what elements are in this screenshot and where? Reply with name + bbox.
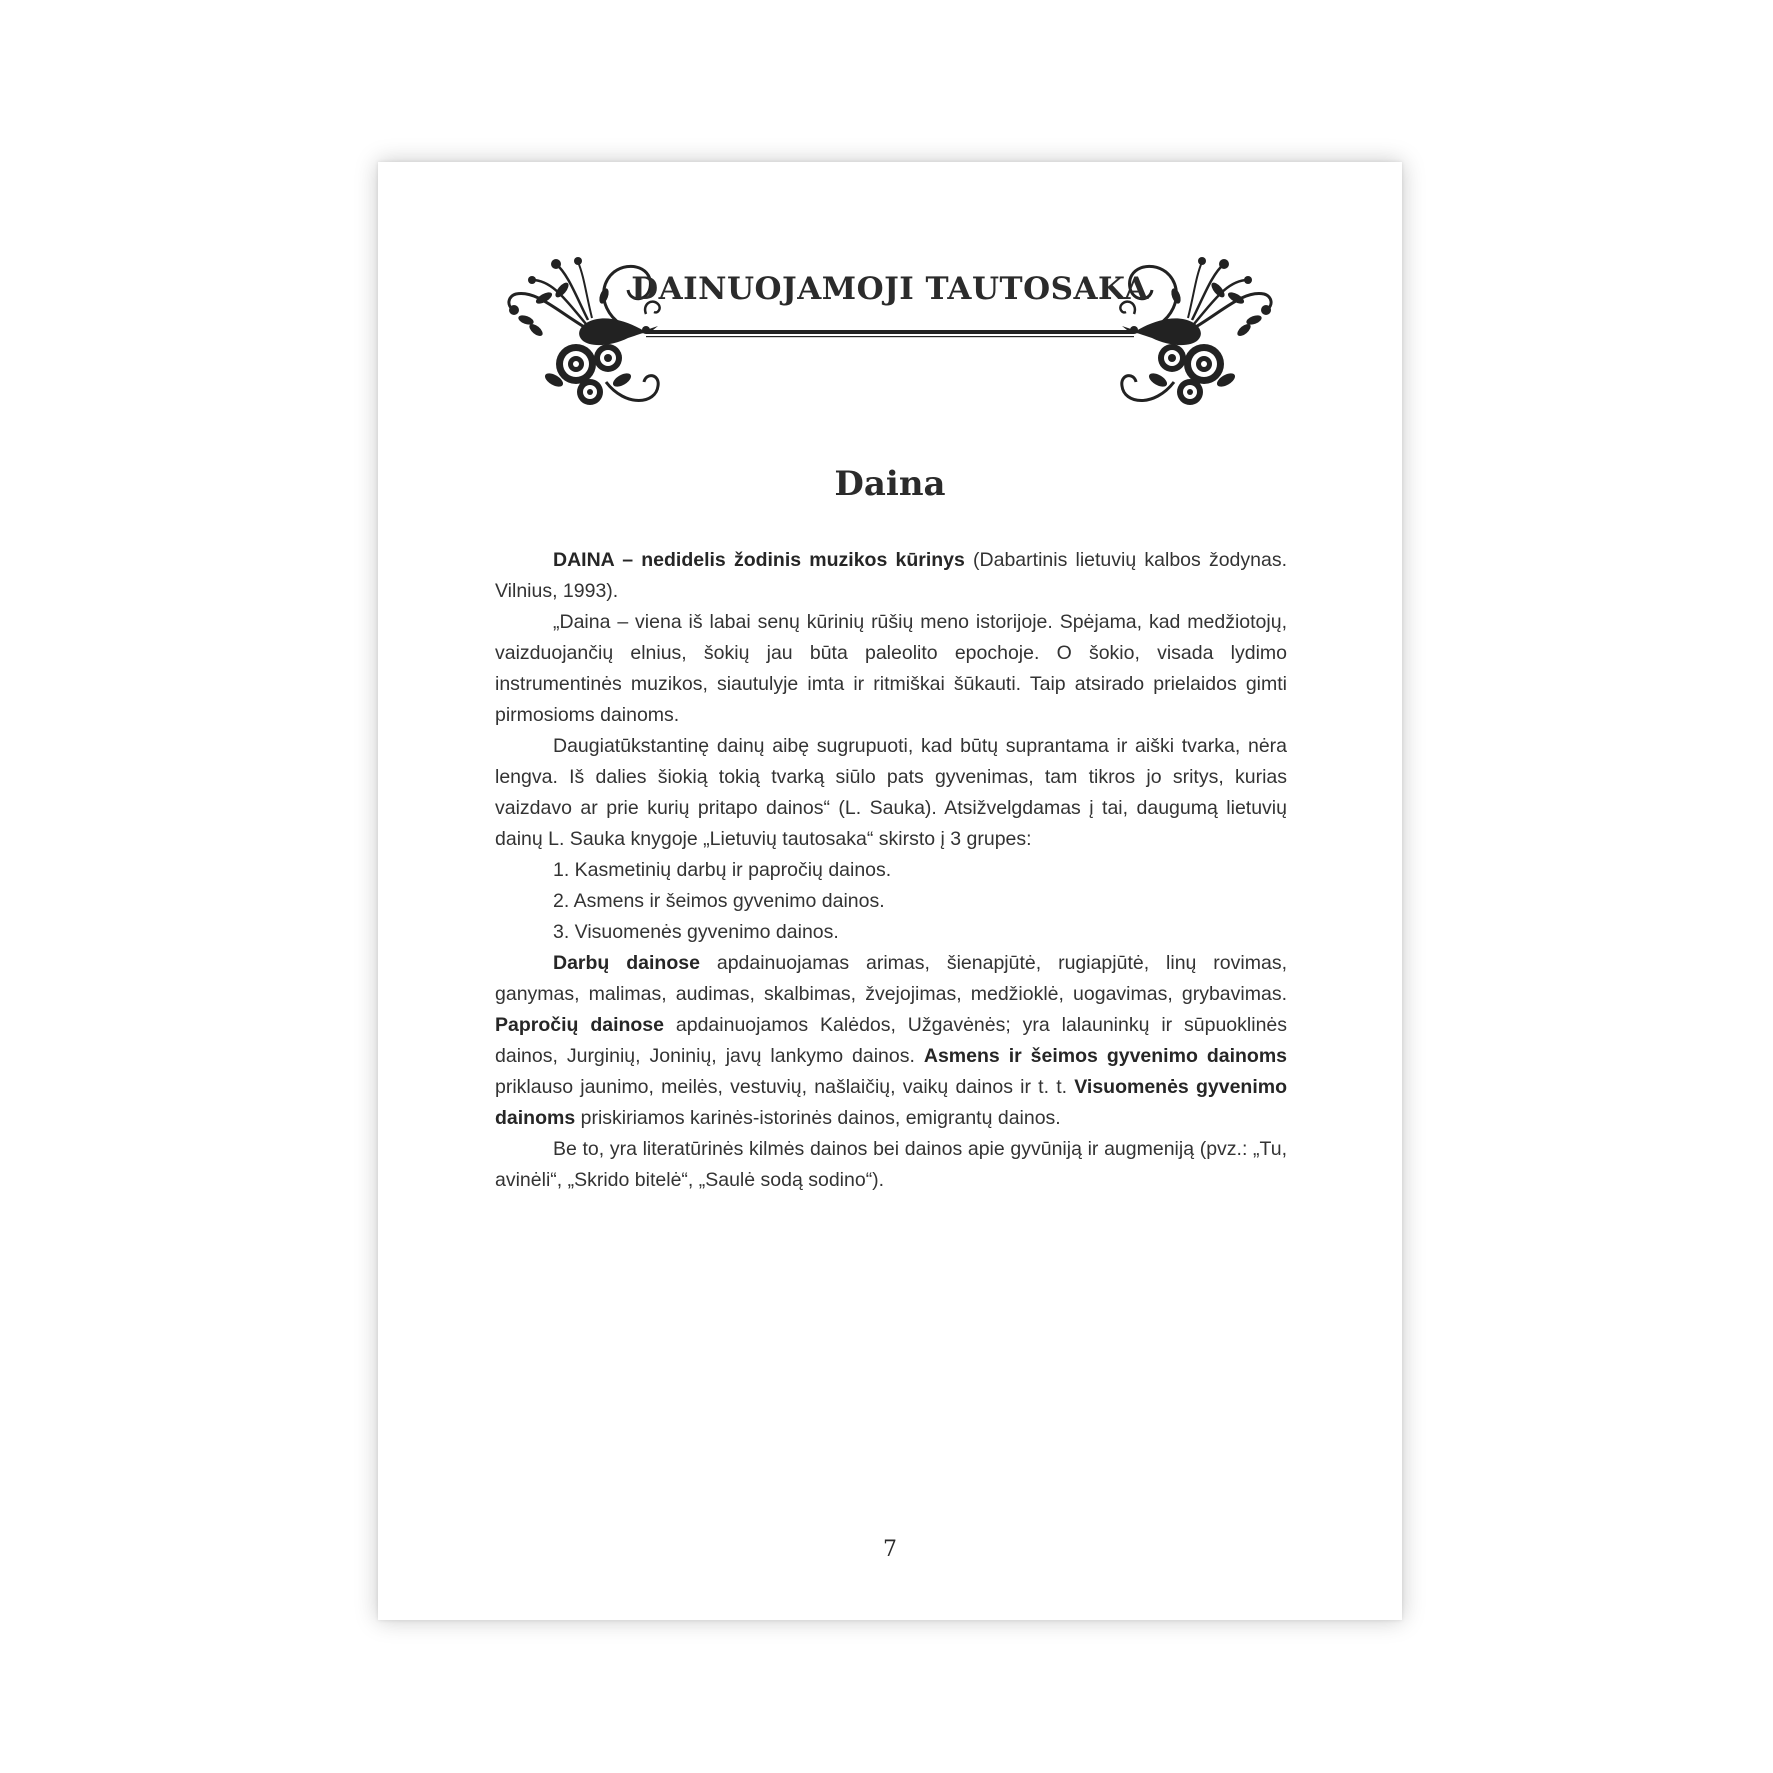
body-text: [495, 545, 1287, 1196]
page-number: 7: [883, 1537, 897, 1562]
definition-term: DAINA – nedidelis žodinis muzikos kūrinys: [553, 549, 965, 571]
list-item: 2. Asmens ir šeimos gyvenimo dainos.: [553, 890, 885, 912]
book-page: [378, 162, 1402, 1620]
list-item: 1. Kasmetinių darbų ir papročių dainos.: [553, 859, 892, 881]
paragraph-definition: DAINA – nedidelis žodinis muzikos kūrinys (Dabartinis lietuvių kalbos žodynas. Vilnius, 1993).: [495, 549, 1287, 602]
header-banner: [496, 250, 1284, 410]
paragraph-quote-start: „Daina – viena iš labai senų kūrinių rūšių meno istorijoje. Spėjama, kad medžiotojų, vaizduojančių elnius, šokių jau būta paleolito epochoje. O šokio, visada lydimo instrumentinės muzikos, siautulyje imta ir ritmiškai šūkauti. Taip atsirado prielaidos gimti pirmosioms dainoms.: [495, 611, 1287, 726]
paragraph-song-types: Darbų dainose apdainuojamas arimas, šienapjūtė, rugiapjūtė, linų rovimas, ganymas, malimas, audimas, skalbimas, žvejojimas, medžioklė, uogavimas, grybavimas. Papročių dainose apdainuojamos Kalėdos, Užgavėnės; yra lalauninkų ir sūpuoklinės dainos, Jurginių, Joninių, javų lankymo dainos. Asmens ir šeimos gyvenimo dainoms priklauso jaunimo, meilės, vestuvių, našlaičių, vaikų dainos ir t. t. Visuomenės gyvenimo dainoms priskiriamos karinės-istorinės dainos, emigrantų dainos.: [495, 952, 1288, 1129]
section-heading: Daina: [834, 464, 946, 504]
paragraph-grouping: Daugiatūkstantinę dainų aibę sugrupuoti, kad būtų suprantama ir aiški tvarka, nėra lengva. Iš dalies šiokią tokią tvarką siūlo pats gyvenimas, tam tikros jo sritys, kurias vaizdavo ar prie kurių pritapo dainos“ (L. Sauka). Atsižvelgdamas į tai, daugumą lietuvių dainų L. Sauka knygoje „Lietuvių tautosaka“ skirsto į 3 grupes:: [495, 735, 1287, 850]
list-item: 3. Visuomenės gyvenimo dainos.: [553, 921, 839, 943]
chapter-title: DAINUOJAMOJI TAUTOSAKA: [631, 271, 1149, 307]
paragraph-other-songs: Be to, yra literatūrinės kilmės dainos bei dainos apie gyvūniją ir augmeniją (pvz.: „Tu, avinėli“, „Skrido bitelė“, „Saulė sodą sodino“).: [495, 1138, 1287, 1191]
